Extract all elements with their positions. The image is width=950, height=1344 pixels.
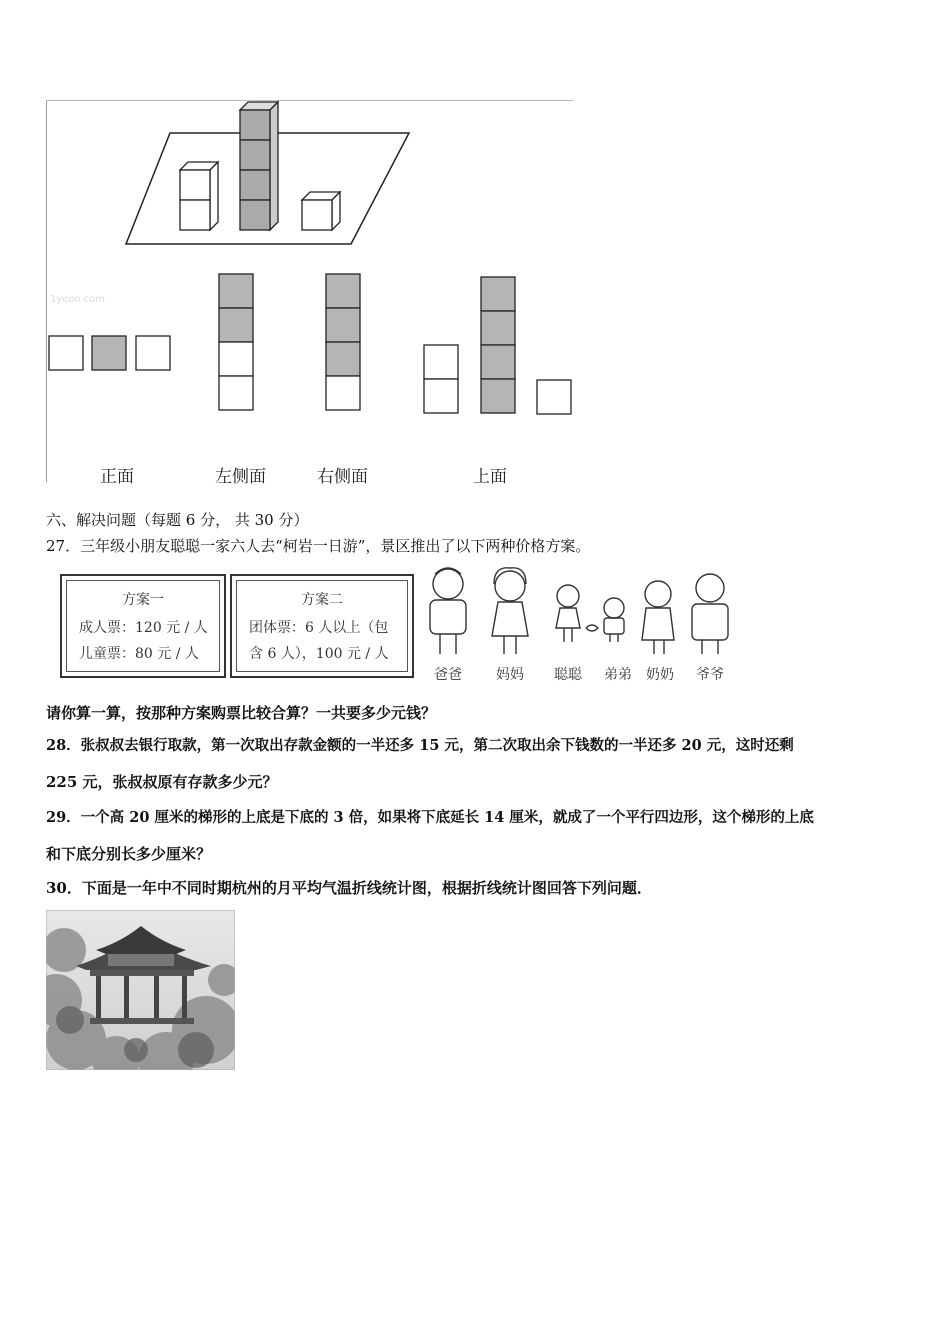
grandma-figure — [642, 581, 674, 654]
mom-figure — [492, 568, 528, 654]
section-heading: 六、解决问题（每题 6 分， 共 30 分） — [46, 511, 309, 529]
name-grandpa: 爷爷 — [696, 667, 724, 683]
top-view — [424, 277, 571, 414]
q30-text: 30．下面是一年中不同时期杭州的月平均气温折线统计图，根据折线统计图回答下列问题． — [46, 879, 652, 897]
q29-line1: 29．一个高 20 厘米的梯形的上底是下底的 3 倍，如果将下底延长 14 厘米，就成了一个平行四边形，这个梯形的上底 — [46, 809, 814, 826]
q28-line1: 28．张叔叔去银行取款，第一次取出存款金额的一半还多 15 元，第二次取出余下钱数的一半还多 20 元，这时还剩 — [46, 737, 794, 754]
q27-text: 27．三年级小朋友聪聪一家六人去“柯岩一日游”，景区推出了以下两种价格方案。 — [46, 537, 591, 555]
plan-two-box — [230, 574, 414, 678]
name-dad: 爸爸 — [434, 667, 462, 683]
label-right-side: 右侧面 — [317, 467, 368, 487]
q27-question: 请你算一算，按那种方案购票比较合算？一共要多少元钱？ — [46, 704, 437, 722]
q28-line2: 225 元，张叔叔原有存款多少元？ — [46, 773, 278, 791]
name-mom: 妈妈 — [496, 667, 524, 683]
plan-two-row1: 团体票：6 人以上（包 — [249, 620, 389, 636]
cube-views-figure — [46, 100, 574, 487]
brother-figure — [604, 598, 624, 642]
grandpa-figure — [692, 574, 728, 654]
front-view — [49, 336, 170, 370]
cube-views-drawing — [46, 100, 574, 482]
label-left-side: 左侧面 — [215, 467, 266, 487]
plan-two-row2: 含 6 人），100 元 / 人 — [249, 646, 389, 662]
plan-two-title: 方案二 — [301, 592, 343, 608]
cube-stack-tall — [240, 102, 278, 230]
watermark: 1yeoo.com — [50, 294, 106, 305]
congcong-figure — [556, 585, 598, 642]
dad-figure — [430, 568, 466, 654]
cube-single-right — [302, 192, 340, 230]
plan-one-child: 儿童票：80 元 / 人 — [79, 646, 199, 662]
label-front: 正面 — [100, 467, 134, 487]
name-brother: 弟弟 — [604, 667, 632, 683]
label-top: 上面 — [473, 467, 507, 487]
right-side-view — [326, 274, 360, 410]
plan-one-title: 方案一 — [122, 592, 164, 608]
cube-stack-left — [180, 162, 218, 230]
name-grandma: 奶奶 — [646, 667, 674, 683]
q29-line2: 和下底分别长多少厘米？ — [46, 845, 212, 863]
plan-one-adult: 成人票：120 元 / 人 — [79, 620, 208, 636]
plan-one-box — [60, 574, 226, 678]
left-side-view — [219, 274, 253, 410]
name-congcong: 聪聪 — [554, 667, 582, 683]
family-illustration — [418, 562, 748, 662]
pavilion-photo — [46, 910, 235, 1070]
